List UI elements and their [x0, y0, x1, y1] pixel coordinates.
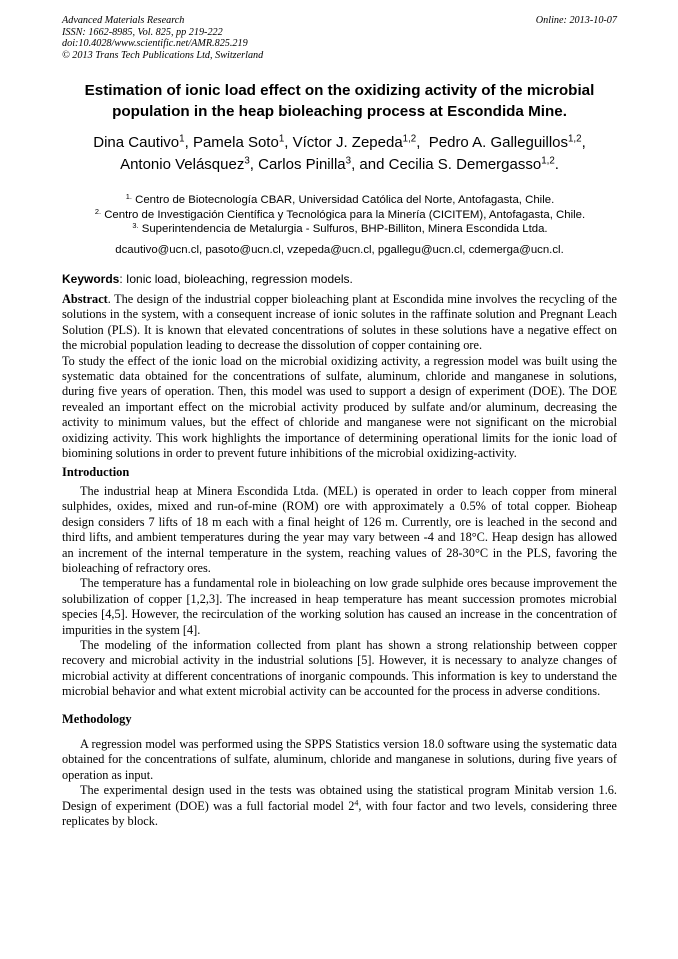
author: Dina Cautivo$^1$,: [93, 133, 193, 151]
author: Cecilia S. Demergasso$^{1,2}$.: [388, 155, 559, 173]
affiliation-list: [50, 193, 630, 237]
introduction-paragraph: The modeling of the information collected from plant has shown a strong relationship between copper recovery and microbial activity in the industrial solutions [5]. However, it is necessary to analyze changes of microbial activity at different concentrations of inorganic compounds. This information is key to understand the microbial behavior and what extent microbial activity can be accounted for the process in adverse conditions.: [62, 637, 617, 699]
abstract-paragraph: To study the effect of the ionic load on the microbial oxidizing activity, a regression model was built using the systematic data obtained for the concentrations of sulfate, aluminum, chloride and manganese in solutions, during five years of operation. Then, this model was used to support a design of experiment (DOE). The DOE revealed an important effect on the microbial activity produced by sulfate and/or aluminum, decreasing the activity to minimum values, but the effect of chloride and manganese were not significant on the microbial oxidizing activity. This work highlights the importance of determining operational limits for the ionic load of biomining solutions in order to prevent future inhibitions of the microbial oxidizing-activity.: [62, 353, 617, 461]
methodology-paragraph: The experimental design used in the tests was obtained using the statistical program Minitab version 1.6. Design of experiment (DOE) was a full factorial model $2^4$, with four factor and two levels, considering three replicates by block.: [62, 783, 617, 828]
affiliation: $^{2.}$ Centro de Investigación Científica y Tecnológica para la Minería (CICITEM), Antofagasta, Chile.: [94, 206, 586, 221]
issn-line: ISSN: 1662-8985, Vol. 825, pp 219-222: [62, 26, 223, 38]
page-header: [62, 15, 617, 61]
journal-name: Advanced Materials Research: [62, 15, 185, 26]
author: Carlos Pinilla$^3$, and: [258, 155, 389, 173]
paper-title: Estimation of ionic load effect on the oxidizing activity of the microbial population in the heap bioleaching process at Escondida Mine.: [84, 82, 595, 120]
author-list: [62, 132, 617, 175]
section-heading-methodology: Methodology: [62, 711, 132, 726]
keywords-text: : Ionic load, bioleaching, regression models.: [119, 272, 353, 286]
paper-body: [62, 292, 617, 829]
affiliation: $^{3.}$ Superintendencia de Metalurgia - Sulfuros, BHP-Billiton, Minera Escondida Ltda.: [132, 220, 548, 235]
affiliation: $^{1.}$ Centro de Biotecnología CBAR, Universidad Católica del Norte, Antofagasta, Chile.: [125, 191, 555, 206]
methodology-paragraph: A regression model was performed using the SPPS Statistics version 18.0 software using the systematic data obtained for the concentrations of sulfate, aluminum, chloride and manganese in solutions, during five years of operation as input.: [62, 736, 617, 782]
abstract-label: Abstract: [62, 292, 108, 306]
keywords: [62, 272, 617, 286]
online-date: Online: 2013-10-07: [535, 15, 617, 26]
author: Pedro A. Galleguillos$^{1,2}$,: [428, 133, 586, 151]
author-emails: dcautivo@ucn.cl, pasoto@ucn.cl, vzepeda@ucn.cl, pgallegu@ucn.cl, cdemerga@ucn.cl.: [115, 244, 564, 256]
doi-line: doi:10.4028/www.scientific.net/AMR.825.219: [62, 38, 248, 49]
section-heading-introduction: Introduction: [62, 465, 130, 480]
copyright-line: © 2013 Trans Tech Publications Ltd, Switzerland: [62, 49, 264, 61]
keywords-label: Keywords: [62, 272, 120, 286]
abstract-paragraph: Abstract. The design of the industrial copper bioleaching plant at Escondida mine involves the recycling of the solutions in the system, with a consequent increase of ionic solutes in the raffinate solution and Pregnant Leach Solution (PLS). It is known that elevated concentrations of solutes in these solutions have a negative effect on the microbial population leading to decrease the dissolution of copper containing ore.: [62, 292, 617, 353]
author: Víctor J. Zepeda$^{1,2}$,: [292, 133, 429, 151]
introduction-paragraph: The industrial heap at Minera Escondida Ltda. (MEL) is operated in order to leach copper from mineral sulphides, oxides, mixed and run-of-mine (ROM) ore with approximately a 0.5% of total copper. Bioheap design considers 7 lifts of 18 m each with a final height of 126 m. Currently, ore is leached in the second and third lifts, and ambient temperatures during the year may vary between -4 and 18°C. Heap design has allowed an increment of the internal temperature in the system, reaching values of 28-30°C in the PLS, favoring the bioleaching of refractory ores.: [62, 483, 617, 575]
author: Antonio Velásquez$^3$,: [120, 155, 259, 173]
author: Pamela Soto$^1$,: [192, 133, 293, 151]
introduction-paragraph: The temperature has a fundamental role in bioleaching on low grade sulphide ores because improvement the solubilization of copper [1,2,3]. The increased in heap temperature has meant succession promotes microbial species [4,5]. However, the recirculation of the working solution has caused an increase in the concentration of impurities in the system [4].: [62, 576, 617, 637]
